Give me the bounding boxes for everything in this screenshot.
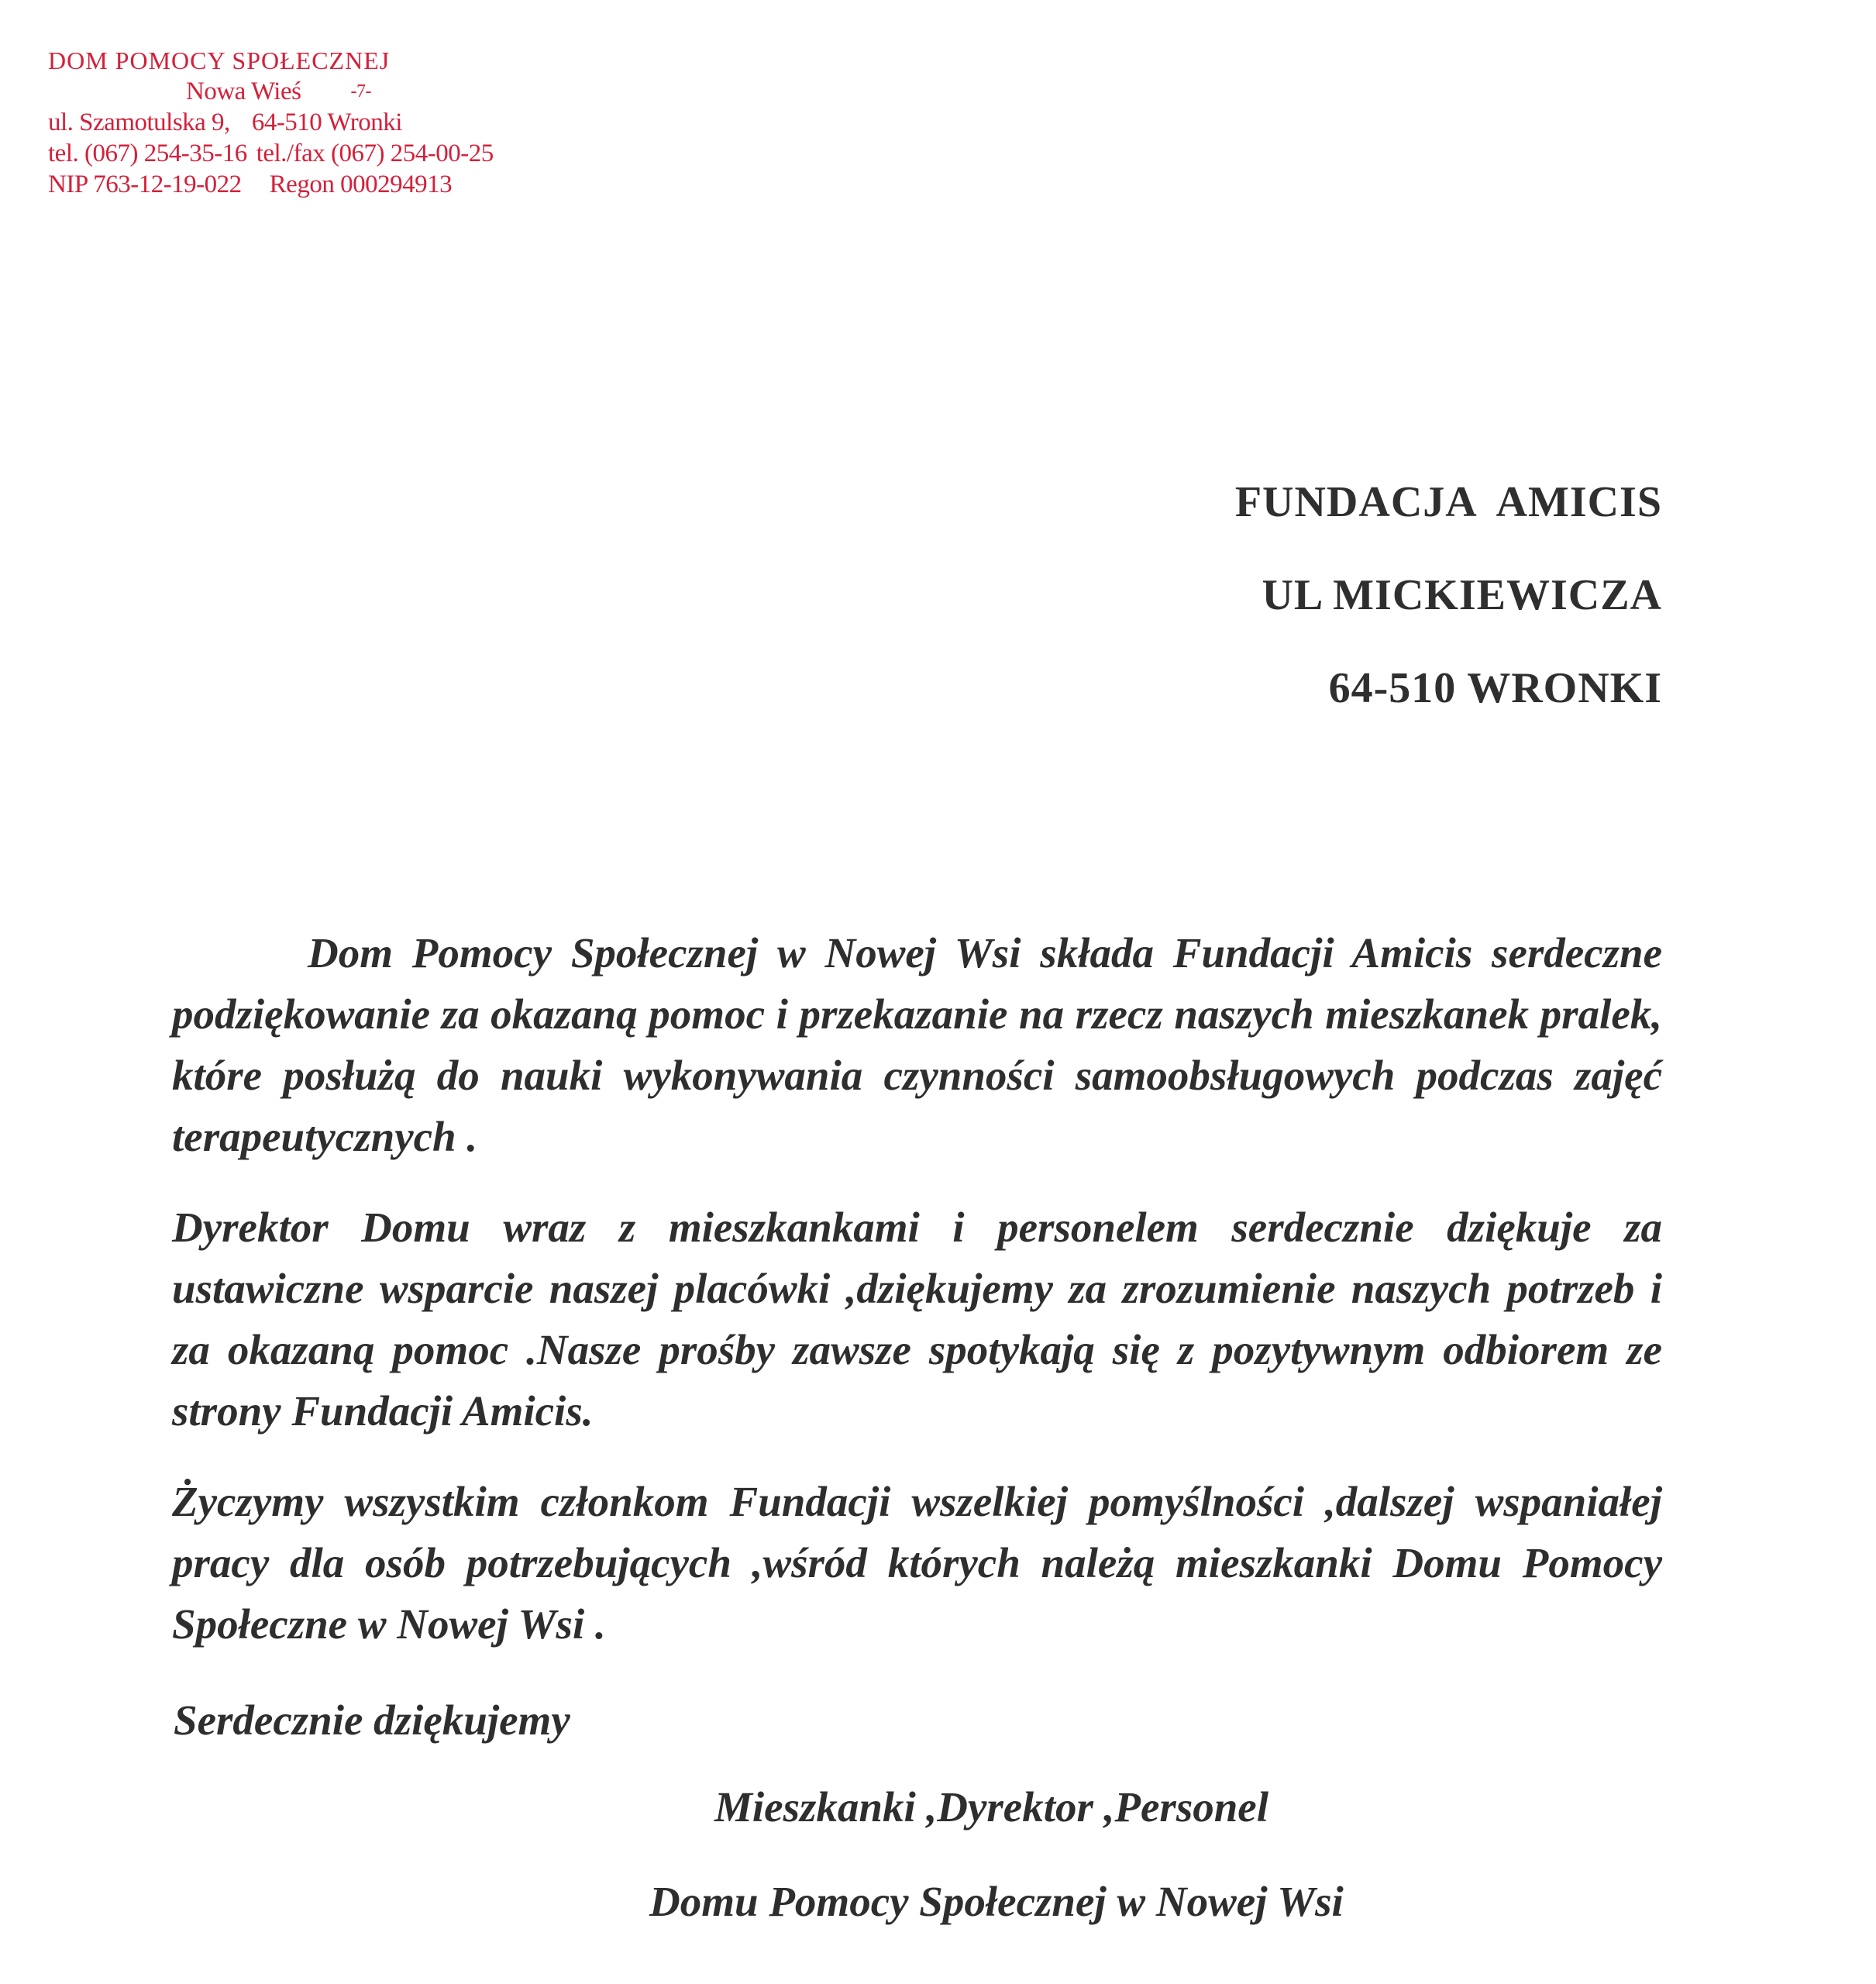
body-paragraph-3: Życzymy wszystkim członkom Fundacji wszelkiej pomyślności ,dalszej wspaniałej pracy dla osób potrzebujących ,wśród których należą mieszkanki Domu Pomocy Społeczne w Nowej Wsi . [172,1478,1662,1648]
stamp-fax: tel./fax (067) 254-00-25 [256,140,494,167]
stamp-ids-line [48,169,497,200]
letter-body [172,922,1662,1684]
closing-phrase: Serdecznie dziękujemy [174,1696,570,1744]
signature-line-2: Domu Pomocy Społecznej w Nowej Wsi [649,1878,1344,1925]
stamp-regon: Regon 000294913 [269,170,453,198]
stamp-postal-city: 64-510 Wronki [251,108,402,136]
stamp-address-line [48,107,497,138]
recipient-city: 64-510 WRONKI [1328,664,1662,712]
stamp-mark: -7- [350,81,371,102]
stamp-village: Nowa Wieś [186,78,301,105]
body-paragraph-2: Dyrektor Domu wraz z mieszkankami i personelem serdecznie dziękuje za ustawiczne wsparcie naszej placówki ,dziękujemy za zrozumienie naszych potrzeb i za okazaną pomoc .Nasze prośby zawsze spotykają się z pozytywnym odbiorem ze strony Fundacji Amicis. [172,1204,1662,1435]
body-paragraph-1: Dom Pomocy Społecznej w Nowej Wsi składa Fundacji Amicis serdeczne podziękowanie za okazaną pomoc i przekazanie na rzecz naszych mieszkanek pralek, które posłużą do nauki wykonywania czynności samoobsługowych podczas zajęć terapeutycznych . [172,929,1662,1160]
recipient-name: FUNDACJA AMICIS [1234,478,1662,526]
stamp-phone-line [48,138,497,169]
institution-stamp [48,45,497,200]
signature-line-1: Mieszkanki ,Dyrektor ,Personel [714,1783,1268,1831]
stamp-institution-name: DOM POMOCY SPOŁECZNEJ [48,46,391,74]
stamp-village-line [48,76,497,107]
stamp-nip: NIP 763-12-19-022 [48,170,242,198]
stamp-street: ul. Szamotulska 9, [48,108,230,136]
recipient-street: UL MICKIEWICZA [1262,571,1662,619]
recipient-address [1235,456,1662,735]
stamp-phone: tel. (067) 254-35-16 [48,140,247,167]
